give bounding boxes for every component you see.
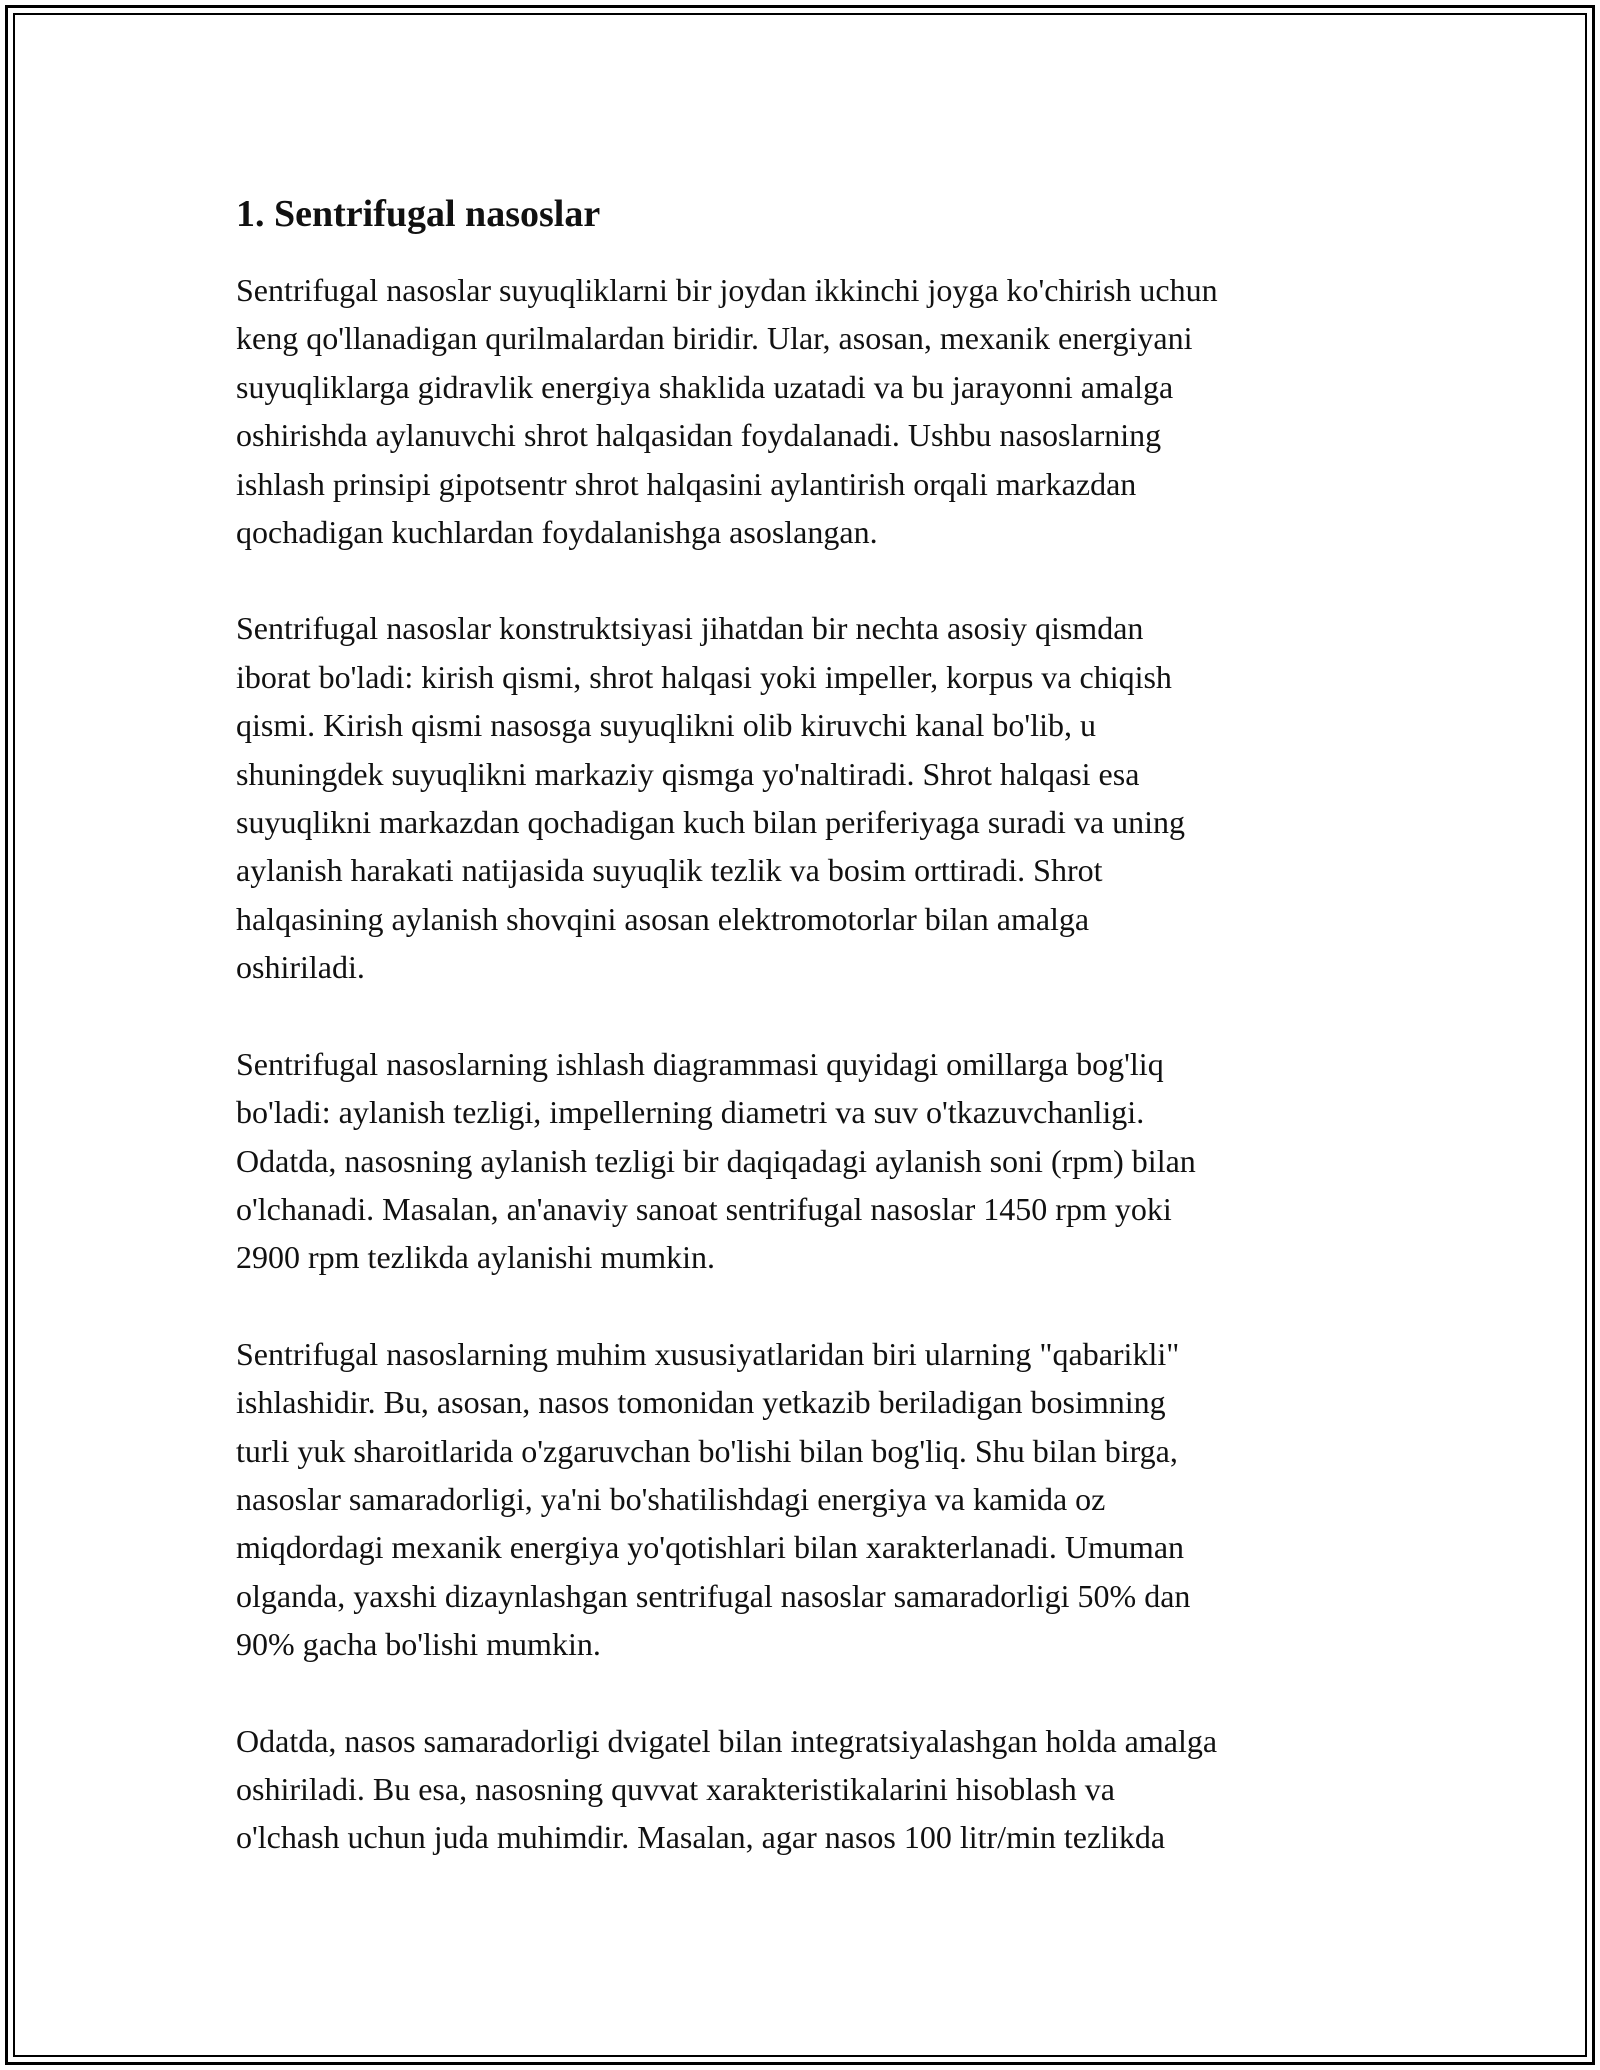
text-line: Sentrifugal nasoslarning ishlash diagrammasi quyidagi omillarga bog'liq [236, 1045, 1164, 1082]
text-line: aylanish harakati natijasida suyuqlik tezlik va bosim orttiradi. Shrot [236, 852, 1103, 889]
text-line: keng qo'llanadigan qurilmalardan biridir. Ular, asosan, mexanik energiyani [236, 320, 1193, 357]
text-line: ishlash prinsipi gipotsentr shrot halqasini aylantirish orqali markazdan [236, 465, 1137, 502]
text-line: iborat bo'ladi: kirish qismi, shrot halqasi yoki impeller, korpus va chiqish [236, 658, 1172, 695]
text-line: oshirishda aylanuvchi shrot halqasidan foydalanadi. Ushbu nasoslarning [236, 417, 1162, 454]
text-line: 2900 rpm tezlikda aylanishi mumkin. [236, 1239, 716, 1276]
section-heading: 1. Sentrifugal nasoslar [236, 193, 601, 235]
text-line: shuningdek suyuqlikni markaziy qismga yo'naltiradi. Shrot halqasi esa [236, 755, 1140, 792]
text-line: o'lchanadi. Masalan, an'anaviy sanoat sentrifugal nasoslar 1450 rpm yoki [236, 1190, 1172, 1227]
text-line: miqdordagi mexanik energiya yo'qotishlari bilan xarakterlanadi. Umuman [236, 1529, 1185, 1566]
paragraph-1 [236, 266, 1386, 556]
text-line: qismi. Kirish qismi nasosga suyuqlikni olib kiruvchi kanal bo'lib, u [236, 707, 1096, 744]
text-line: nasoslar samaradorligi, ya'ni bo'shatilishdagi energiya va kamida oz [236, 1480, 1106, 1517]
paragraph-5 [236, 1717, 1386, 1862]
text-line: Sentrifugal nasoslarning muhim xususiyatlaridan biri ularning "qabarikli" [236, 1335, 1180, 1372]
text-line: Sentrifugal nasoslar konstruktsiyasi jihatdan bir nechta asosiy qismdan [236, 610, 1144, 647]
text-line: o'lchash uchun juda muhimdir. Masalan, agar nasos 100 litr/min tezlikda [236, 1819, 1166, 1856]
text-line: turli yuk sharoitlarida o'zgaruvchan bo'lishi bilan bog'liq. Shu bilan birga, [236, 1432, 1178, 1469]
text-line: Odatda, nasos samaradorligi dvigatel bilan integratsiyalashgan holda amalga [236, 1722, 1218, 1759]
document-body [236, 186, 1386, 1910]
text-line: oshiriladi. Bu esa, nasosning quvvat xarakteristikalarini hisoblash va [236, 1770, 1115, 1807]
paragraph-4 [236, 1330, 1386, 1669]
text-line: suyuqlikni markazdan qochadigan kuch bilan periferiyaga suradi va uning [236, 804, 1186, 841]
paragraph-3 [236, 1040, 1386, 1282]
text-line: qochadigan kuchlardan foydalanishga asoslangan. [236, 514, 878, 551]
text-line: suyuqliklarga gidravlik energiya shaklida uzatadi va bu jarayonni amalga [236, 368, 1174, 405]
text-line: Odatda, nasosning aylanish tezligi bir daqiqadagi aylanish soni (rpm) bilan [236, 1142, 1196, 1179]
text-line: olganda, yaxshi dizaynlashgan sentrifugal nasoslar samaradorligi 50% dan [236, 1577, 1191, 1614]
paragraph-2 [236, 604, 1386, 991]
text-line: ishlashidir. Bu, asosan, nasos tomonidan yetkazib beriladigan bosimning [236, 1384, 1166, 1421]
text-line: halqasining aylanish shovqini asosan elektromotorlar bilan amalga [236, 900, 1090, 937]
text-line: Sentrifugal nasoslar suyuqliklarni bir joydan ikkinchi joyga ko'chirish uchun [236, 272, 1218, 308]
text-line: 90% gacha bo'lishi mumkin. [236, 1626, 601, 1663]
text-line: bo'ladi: aylanish tezligi, impellerning diametri va suv o'tkazuvchanligi. [236, 1094, 1145, 1131]
text-line: oshiriladi. [236, 949, 365, 986]
